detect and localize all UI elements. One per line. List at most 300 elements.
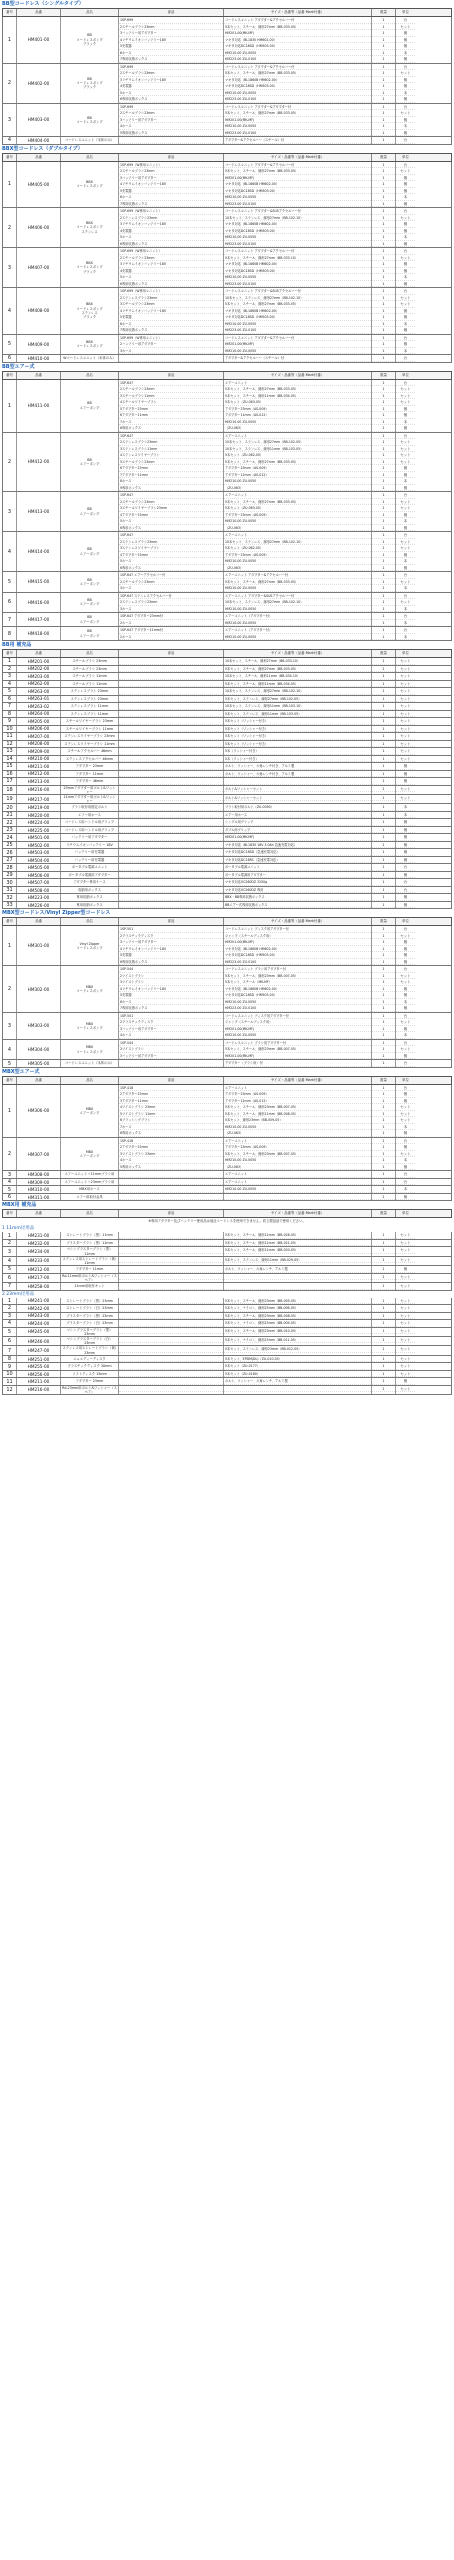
product-name: ブラスターブラシ（白）23mm <box>61 1320 119 1327</box>
product-name: 専用収納ボックス <box>61 894 119 901</box>
product-name: 専用収納ボックス <box>61 902 119 909</box>
product-name: コードレスユニット（本体のみ） <box>61 1060 119 1067</box>
product-name: アダプター 11mm <box>61 771 119 778</box>
component-name-column <box>119 1313 224 1320</box>
product-name: 11mmアダプター用ボルト&ワッシャー <box>61 795 119 803</box>
unit: 個 <box>396 228 415 235</box>
component-spec: BBエアー式専用収納ボックス <box>224 902 371 909</box>
unit-column <box>396 1060 415 1067</box>
component-spec-column <box>224 248 372 287</box>
product-row <box>2 335 452 356</box>
component-name: 3バッテリー用アダプター <box>119 175 223 182</box>
component-name <box>119 1274 223 1281</box>
quantity-column <box>372 1283 396 1290</box>
product-row <box>2 532 452 572</box>
product-number: 8 <box>3 627 17 640</box>
component-name: 2ステンレスブラシ23mm <box>119 439 223 446</box>
component-spec: アダプター&アクセルバー（スチール）付 <box>224 355 371 362</box>
unit-column <box>396 1085 415 1137</box>
quantity: 1 <box>372 241 395 248</box>
quantity-column <box>372 733 396 740</box>
unit: 個 <box>396 1164 415 1171</box>
unit: 台 <box>396 162 415 169</box>
product-row <box>2 1320 452 1328</box>
component-spec: 5本セット、ステンレス、線形11mm（BB-029-05） <box>224 1257 371 1264</box>
component-spec <box>224 1194 371 1201</box>
product-number: 1 <box>3 17 17 63</box>
unit: セット <box>396 1320 415 1327</box>
quantity: 1 <box>372 620 395 627</box>
header-name: 品名 <box>61 154 119 161</box>
component-name-column <box>119 786 224 794</box>
product-code: HM501-00 <box>17 834 61 841</box>
product-name: ブラシ取付用固定ボルト <box>61 804 119 811</box>
component-name: 6専用収納ボックス <box>119 959 223 966</box>
quantity: 1 <box>372 1111 395 1118</box>
component-spec-column <box>224 1266 372 1273</box>
product-number: 9 <box>3 1363 17 1370</box>
unit: 個 <box>396 281 415 288</box>
component-spec: シングル用グリップ <box>224 819 371 826</box>
component-name <box>119 1179 223 1186</box>
product-code: HM507-00 <box>17 879 61 886</box>
unit-column <box>396 1013 415 1039</box>
quantity: 1 <box>372 399 395 406</box>
header-no: 番号 <box>3 1210 17 1217</box>
component-spec: 5本セット、スチール、線形23mm（BB-010-05） <box>224 1328 371 1335</box>
component-name: 6アダプター23mm <box>119 465 223 472</box>
product-row <box>2 756 452 764</box>
quantity: 1 <box>372 795 395 802</box>
component-name-column <box>119 771 224 778</box>
product-code: HM418-00 <box>17 627 61 640</box>
component-name-column <box>119 842 224 849</box>
product-code: HM208-00 <box>17 741 61 748</box>
product-code: HM403-00 <box>17 104 61 137</box>
product-row <box>2 433 452 493</box>
component-name: 2アダプター23mm <box>119 1144 223 1151</box>
product-name: MBX コードレスポンプ <box>61 1013 119 1039</box>
unit: 個 <box>396 130 415 137</box>
quantity: 1 <box>372 425 395 432</box>
quantity-column <box>372 849 396 856</box>
component-name: 1SP-501 <box>119 926 223 933</box>
component-spec: エアーユニット <box>224 433 371 440</box>
component-spec: 5本セット、スチール、線形23mm（BB-008-05） <box>224 1313 371 1320</box>
component-spec: HM223-00 ZU-0100 <box>224 130 371 137</box>
product-number: 16 <box>3 771 17 778</box>
quantity-column <box>372 17 396 63</box>
component-name: 9専用ボックス <box>119 485 223 492</box>
component-name <box>119 1194 223 1201</box>
unit-column <box>396 795 415 803</box>
component-name <box>119 795 223 802</box>
unit: セット <box>396 795 415 802</box>
product-code: HM256-00 <box>17 1371 61 1378</box>
unit: セット <box>396 1346 415 1353</box>
component-name-column <box>119 879 224 886</box>
quantity: 1 <box>372 419 395 426</box>
component-name: 1SP-647 アダプター11mm付 <box>119 627 223 634</box>
quantity-column <box>372 756 396 763</box>
quantity-column <box>372 104 396 137</box>
component-name: 3リチウムイオンバッテリー18V <box>119 221 223 228</box>
product-row <box>2 1186 452 1194</box>
unit: 個 <box>396 771 415 778</box>
unit: 台 <box>396 864 415 871</box>
component-spec-column <box>224 1386 372 1394</box>
unit: 個 <box>396 472 415 479</box>
header-qty: 数量 <box>372 1077 396 1084</box>
component-spec: マキタ対応DC18SD（HM503-00） <box>224 992 371 999</box>
unit: セット <box>396 1117 415 1124</box>
quantity-column <box>372 1013 396 1039</box>
unit: セット <box>396 1104 415 1111</box>
quantity: 1 <box>372 748 395 755</box>
quantity: 1 <box>372 1337 395 1344</box>
component-spec: 5本セット、スチール、線形11mm（BB-008-05） <box>224 1111 371 1118</box>
component-spec: 5本セット、ナイロン、線形23mm（BB-011-05） <box>224 1337 371 1344</box>
component-name <box>119 1186 223 1193</box>
quantity: 1 <box>372 335 395 342</box>
product-number: 11 <box>3 1378 17 1385</box>
component-spec: ボルト&ワッシャーセット <box>224 786 371 793</box>
quantity-column <box>372 532 396 571</box>
unit: セット <box>396 386 415 393</box>
unit-column <box>396 1247 415 1255</box>
product-code: HM302-00 <box>17 966 61 1012</box>
component-spec-column <box>224 756 372 763</box>
component-name-column <box>119 137 224 144</box>
component-spec: マキタ対応DC18SD（HM503-00） <box>224 188 371 195</box>
component-spec: エアーユニット アダプター&アクセルバー付 <box>224 572 371 579</box>
product-name: プラスチックディスク 30mm <box>61 1363 119 1370</box>
header-spec: サイズ・品番等（品番 Mark付番） <box>224 1077 372 1084</box>
quantity: 1 <box>372 188 395 195</box>
component-spec: 5本セット（ZU-062-05） <box>224 452 371 459</box>
product-number: 2 <box>3 1305 17 1312</box>
quantity: 1 <box>372 1040 395 1047</box>
product-code: HM401-00 <box>17 17 61 63</box>
quantity-column <box>372 711 396 718</box>
unit: 台 <box>396 926 415 933</box>
quantity-column <box>372 804 396 811</box>
component-name-column <box>119 966 224 1012</box>
component-name: 4充電器 <box>119 83 223 90</box>
product-row <box>2 658 452 666</box>
unit: 台 <box>396 532 415 539</box>
product-code: HM505-00 <box>17 864 61 871</box>
unit-column <box>396 1257 415 1265</box>
unit: 個 <box>396 1144 415 1151</box>
product-row <box>2 673 452 681</box>
component-name: 4アダプター23mm <box>119 512 223 519</box>
component-spec: ブラシ取付用ボルト（ZU-0050） <box>224 804 371 811</box>
product-name: ストレートブラシ（白）23mm <box>61 1305 119 1312</box>
product-number: 2 <box>3 64 17 103</box>
component-name: 1SP-699（W専用ユニット） <box>119 162 223 169</box>
component-name-column <box>119 864 224 871</box>
component-spec: HM210-00 ZU-0050 <box>224 634 371 641</box>
component-spec: マキタ対応（BL1860B HM602-00） <box>224 261 371 268</box>
product-number: 27 <box>3 857 17 864</box>
component-name: 1SP-647 <box>119 532 223 539</box>
component-name <box>119 804 223 811</box>
product-row <box>2 786 452 795</box>
product-number: 26 <box>3 849 17 856</box>
header-spec: サイズ・品番等（品番 Mark付番） <box>224 9 372 16</box>
unit-column <box>396 688 415 695</box>
quantity: 1 <box>372 321 395 328</box>
unit-column <box>396 834 415 841</box>
unit-column <box>396 64 415 103</box>
product-name: アダプター 23mm <box>61 1378 119 1385</box>
component-spec: 5本セット、スチール、線形27mm（BB-033-05） <box>224 24 371 31</box>
unit: 個 <box>396 778 415 785</box>
product-row <box>2 1194 452 1202</box>
component-spec: 5本セット（ZU-062-05） <box>224 545 371 552</box>
unit: 本 <box>396 620 415 627</box>
component-name <box>119 726 223 733</box>
unit: セット <box>396 399 415 406</box>
component-spec: ボルト&ワッシャーセット <box>224 795 371 802</box>
component-name-column <box>119 666 224 673</box>
quantity: 1 <box>372 979 395 986</box>
component-spec: 5本セット、スチール、線形11mm（BB-034-05） <box>224 681 371 688</box>
component-name-column <box>119 1085 224 1137</box>
product-name: ステンレスブラシ 23mm <box>61 688 119 695</box>
component-name: 6ホース <box>119 194 223 201</box>
unit: セット <box>396 1283 415 1290</box>
component-spec-column <box>224 804 372 811</box>
component-spec: HM210-00 ZU-0050 <box>224 50 371 57</box>
component-name: 2スチールブラシ23mm <box>119 499 223 506</box>
product-number: 2 <box>3 666 17 673</box>
unit-column <box>396 718 415 725</box>
quantity-column <box>372 1186 396 1193</box>
component-name: 3ツイストブラシ 23mm <box>119 1151 223 1158</box>
component-name: 3スチールワイヤーブラシ23mm <box>119 505 223 512</box>
quantity: 1 <box>372 17 395 24</box>
product-row <box>2 1040 452 1061</box>
unit-column <box>396 1186 415 1193</box>
component-spec-column <box>224 1337 372 1345</box>
component-name: 5充電器 <box>119 992 223 999</box>
unit-column <box>396 658 415 665</box>
product-name: コードレス用ハンドル用グリップ <box>61 819 119 826</box>
quantity-column <box>372 380 396 432</box>
component-spec: HM210-00 ZU-0050 <box>224 1032 371 1039</box>
product-name: スチールブラシ 11mm <box>61 673 119 680</box>
quantity: 1 <box>372 314 395 321</box>
product-code: HM408-00 <box>17 288 61 334</box>
unit: 個 <box>396 175 415 182</box>
product-code: HM234-00 <box>17 1247 61 1255</box>
product-name: アダプター 11mm <box>61 1266 119 1273</box>
quantity: 1 <box>372 992 395 999</box>
product-number: 5 <box>3 688 17 695</box>
product-number: 4 <box>3 288 17 334</box>
component-spec: 5本セット、線形23mm（BB-009-05） <box>224 1117 371 1124</box>
product-name: BB エアーポンプ <box>61 433 119 492</box>
component-name-column <box>119 711 224 718</box>
component-spec: 5本セット、スチール、線形27mm（BB-033-10） <box>224 255 371 262</box>
component-name: 3アダプター11mm <box>119 1098 223 1105</box>
component-spec-column <box>224 532 372 571</box>
component-name-column <box>119 1378 224 1385</box>
unit: セット <box>396 255 415 262</box>
quantity: 1 <box>372 301 395 308</box>
unit: セット <box>396 1232 415 1239</box>
product-row <box>2 208 452 248</box>
component-spec: HM201-00(MK-MF) <box>224 117 371 124</box>
component-spec: マキタ対応DC18SD（HM503-00） <box>224 314 371 321</box>
component-spec: マキタ対応DC18SD（HM503-00） <box>224 43 371 50</box>
component-spec: 5本セット、スチール（MK-MF） <box>224 979 371 986</box>
product-number: 2 <box>3 1240 17 1247</box>
header-qty: 数量 <box>372 1210 396 1217</box>
component-spec: アダプター11mm（AS-012） <box>224 1098 371 1105</box>
component-spec: HM223-00 ZU-0100 <box>224 241 371 248</box>
quantity: 1 <box>372 175 395 182</box>
header-qty: 数量 <box>372 372 396 379</box>
quantity: 1 <box>372 849 395 856</box>
component-spec: コードレスユニット ディスク用アダプター付 <box>224 926 371 933</box>
table-header <box>2 153 452 162</box>
product-row <box>2 849 452 857</box>
header-no: 番号 <box>3 372 17 379</box>
product-row <box>2 681 452 689</box>
product-number: 5 <box>3 335 17 355</box>
unit: 個 <box>396 1378 415 1385</box>
quantity: 1 <box>372 50 395 57</box>
quantity: 1 <box>372 666 395 673</box>
product-code: HM504-00 <box>17 857 61 864</box>
table-header <box>2 917 452 926</box>
product-code: HM211-00 <box>17 763 61 770</box>
quantity-column <box>372 1356 396 1363</box>
component-spec: HM210-00 ZU-0050 <box>224 321 371 328</box>
section-note: ※専用アダプター及びバッテリー使用品は他社コードレスを使用できません。同じ製品品で使用ください。 <box>148 1219 306 1224</box>
product-name: エアーユニット＋11mmブラシ用 <box>61 1171 119 1178</box>
component-name <box>119 778 223 785</box>
product-name: BBX コードレスポンプ ステンレス ブラック <box>61 288 119 334</box>
component-name: 6専用収納ボックス <box>119 96 223 103</box>
component-name-column <box>119 433 224 492</box>
component-spec: HM223-00 ZU-0100 <box>224 1005 371 1012</box>
quantity: 1 <box>372 1171 395 1178</box>
product-code: HM309-00 <box>17 1179 61 1186</box>
unit-column <box>396 1305 415 1312</box>
component-spec: 5本セット（ZU-063-05） <box>224 505 371 512</box>
component-name: 2ステンレスブラシ23mm <box>119 295 223 302</box>
component-name-column <box>119 688 224 695</box>
component-name <box>119 849 223 856</box>
component-spec: ジャンプ（スチールディスク用） <box>224 1019 371 1026</box>
quantity: 1 <box>372 1186 395 1193</box>
product-number: 5 <box>3 1186 17 1193</box>
component-spec: コードレスユニット アダプター&アクセルバー付 <box>224 17 371 24</box>
unit-column <box>396 827 415 834</box>
unit: セット <box>396 393 415 400</box>
header-code: 品番 <box>17 9 61 16</box>
unit: セット <box>396 459 415 466</box>
product-code: HM413-00 <box>17 492 61 531</box>
product-code: HM417-00 <box>17 613 61 626</box>
component-name: 1SP-647 アダプター23mm付 <box>119 613 223 620</box>
header-unit: 単位 <box>402 1077 409 1082</box>
component-spec: エアーユニット（アダプター付） <box>224 613 371 620</box>
component-name: 6専用収納ボックス <box>119 281 223 288</box>
unit: セット <box>396 1363 415 1370</box>
table-header <box>2 8 452 17</box>
component-name: 7ホース <box>119 419 223 426</box>
unit: セット <box>396 1305 415 1312</box>
product-code: HM212-00 <box>17 771 61 778</box>
component-name: 1SP-699 <box>119 17 223 24</box>
component-spec-column <box>224 748 372 755</box>
component-spec: マキタ対応DC18SD（HM503-00） <box>224 228 371 235</box>
component-spec: アダプター23mm（AS-009） <box>224 1091 371 1098</box>
component-spec: HM210-00 ZU-0050 <box>224 123 371 130</box>
component-name-column <box>119 248 224 287</box>
component-spec-column <box>224 864 372 871</box>
unit-column <box>396 532 415 571</box>
component-spec: エアーユニット <box>224 1138 371 1145</box>
component-name: 3ツイストブラシ <box>119 979 223 986</box>
header-code: 品番 <box>17 1210 61 1217</box>
unit-column <box>396 748 415 755</box>
product-name: BB エアーポンプ <box>61 613 119 626</box>
component-name: 5充電器 <box>119 952 223 959</box>
header-code: 品番 <box>17 154 61 161</box>
unit: 個 <box>396 952 415 959</box>
component-spec: ポータブル電源用アダプター <box>224 872 371 879</box>
component-name-column <box>119 812 224 819</box>
component-spec: コードレスユニット ディスク用アダプター付 <box>224 1013 371 1020</box>
product-row <box>2 804 452 812</box>
unit-column <box>396 1378 415 1385</box>
product-code: HM233-00 <box>17 1257 61 1265</box>
component-spec <box>224 1274 371 1281</box>
product-code: HM303-00 <box>17 1013 61 1039</box>
component-spec: コードレスユニット アダプター&アクセルバー付 <box>224 248 371 255</box>
component-name-column <box>119 1013 224 1039</box>
product-number: 6 <box>3 355 17 362</box>
component-spec-column <box>224 613 372 626</box>
unit-column <box>396 355 415 362</box>
product-number: 33 <box>3 902 17 909</box>
component-name: 8専用ボックス <box>119 425 223 432</box>
product-number: 30 <box>3 879 17 886</box>
component-name <box>119 864 223 871</box>
unit: 個 <box>396 902 415 909</box>
product-row <box>2 162 452 209</box>
component-name-column <box>119 827 224 834</box>
quantity: 1 <box>372 1026 395 1033</box>
unit-column <box>396 1171 415 1178</box>
unit: 個 <box>396 552 415 559</box>
component-name: 3ホース <box>119 585 223 592</box>
quantity: 1 <box>372 864 395 871</box>
component-name <box>119 1363 223 1370</box>
unit-column <box>396 380 415 432</box>
section-title: MBX型コードレス/Vinyl Zipper型コードレス <box>2 910 111 917</box>
product-name: マシンブラスターブラシ（白）23mm <box>61 1337 119 1345</box>
unit: 個 <box>396 221 415 228</box>
component-spec-column <box>224 786 372 794</box>
product-name: ステンレスブラシ 23mm <box>61 696 119 703</box>
